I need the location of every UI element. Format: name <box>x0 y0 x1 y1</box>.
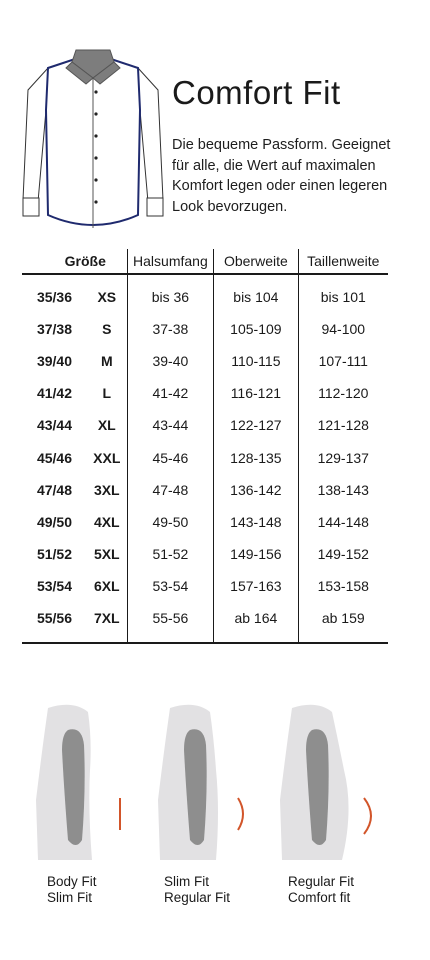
oberweite-cell: 149-156 <box>214 538 298 570</box>
size-int-cell: XS <box>97 289 117 306</box>
size-int-cell: L <box>102 385 112 402</box>
oberweite-cell: 128-135 <box>214 441 298 473</box>
fit-label-line: Comfort fit <box>288 890 351 905</box>
taillenweite-cell: 121-128 <box>298 409 388 441</box>
oberweite-cell: 143-148 <box>214 506 298 538</box>
table-row <box>22 441 388 473</box>
description-line: Komfort legen oder einen legeren <box>172 178 388 194</box>
taillenweite-cell: ab 159 <box>298 602 388 643</box>
table-row <box>22 570 388 602</box>
fit-label-line: Regular Fit <box>288 874 355 889</box>
size-int-cell: 6XL <box>93 577 120 594</box>
header-halsumfang: Halsumfang <box>127 249 214 274</box>
halsumfang-cell: 51-52 <box>127 538 214 570</box>
halsumfang-cell: bis 36 <box>127 274 214 313</box>
taillenweite-cell: 153-158 <box>298 570 388 602</box>
taillenweite-cell: 138-143 <box>298 474 388 506</box>
fit-label-body <box>47 874 97 906</box>
oberweite-cell: 116-121 <box>214 377 298 409</box>
size-int-cell: 4XL <box>93 513 120 530</box>
size-eu-cell: 37/38 <box>36 321 73 338</box>
fit-label-slim <box>164 874 230 906</box>
oberweite-cell: 157-163 <box>214 570 298 602</box>
description-line: Die bequeme Passform. Geeignet <box>172 137 391 153</box>
size-int-cell: 5XL <box>93 545 120 562</box>
fit-label-line: Slim Fit <box>164 874 209 889</box>
table-row <box>22 474 388 506</box>
table-row <box>22 538 388 570</box>
oberweite-cell: bis 104 <box>214 274 298 313</box>
size-table <box>22 249 388 644</box>
oberweite-cell: 122-127 <box>214 409 298 441</box>
halsumfang-cell: 53-54 <box>127 570 214 602</box>
fit-label-regular <box>288 874 354 906</box>
size-int-cell: M <box>100 353 113 370</box>
table-row <box>22 377 388 409</box>
taillenweite-cell: 94-100 <box>298 313 388 345</box>
halsumfang-cell: 41-42 <box>127 377 214 409</box>
size-eu-cell: 43/44 <box>36 417 73 434</box>
table-row <box>22 274 388 313</box>
taillenweite-cell: 107-111 <box>298 345 388 377</box>
taillenweite-cell: 129-137 <box>298 441 388 473</box>
taillenweite-cell: 144-148 <box>298 506 388 538</box>
size-eu-cell: 45/46 <box>36 449 73 466</box>
table-row <box>22 506 388 538</box>
taillenweite-cell: bis 101 <box>298 274 388 313</box>
oberweite-cell: 110-115 <box>214 345 298 377</box>
size-eu-cell: 47/48 <box>36 481 73 498</box>
description-line: Look bevorzugen. <box>172 198 288 215</box>
halsumfang-cell: 37-38 <box>127 313 214 345</box>
taillenweite-cell: 149-152 <box>298 538 388 570</box>
size-int-cell: XL <box>97 417 116 434</box>
halsumfang-cell: 47-48 <box>127 474 214 506</box>
header-taillenweite: Taillenweite <box>298 249 388 274</box>
fit-label-line: Regular Fit <box>164 890 231 905</box>
table-header-row <box>22 249 388 274</box>
body-fit-silhouette-icon <box>28 700 138 870</box>
halsumfang-cell: 55-56 <box>127 602 214 643</box>
size-eu-cell: 49/50 <box>36 513 73 530</box>
fit-label-line: Slim Fit <box>47 890 92 905</box>
table-row <box>22 602 388 643</box>
header-size: Größe <box>64 253 106 269</box>
halsumfang-cell: 45-46 <box>127 441 214 473</box>
taillenweite-cell: 112-120 <box>298 377 388 409</box>
description <box>172 135 412 217</box>
size-eu-cell: 51/52 <box>36 545 73 562</box>
regular-fit-silhouette-icon <box>272 700 382 870</box>
halsumfang-cell: 49-50 <box>127 506 214 538</box>
size-eu-cell: 41/42 <box>36 385 73 402</box>
description-line: für alle, die Wert auf maximalen <box>172 157 376 174</box>
size-int-cell: 3XL <box>93 481 120 498</box>
table-row <box>22 409 388 441</box>
oberweite-cell: 136-142 <box>214 474 298 506</box>
size-eu-cell: 55/56 <box>36 609 73 626</box>
size-eu-cell: 39/40 <box>36 353 73 370</box>
oberweite-cell: ab 164 <box>214 602 298 643</box>
size-int-cell: S <box>102 321 112 338</box>
page-title: Comfort Fit <box>172 74 341 111</box>
halsumfang-cell: 39-40 <box>127 345 214 377</box>
size-eu-cell: 35/36 <box>36 289 73 306</box>
header-oberweite: Oberweite <box>214 249 298 274</box>
size-int-cell: 7XL <box>93 609 120 626</box>
size-eu-cell: 53/54 <box>36 577 73 594</box>
halsumfang-cell: 43-44 <box>127 409 214 441</box>
table-row <box>22 313 388 345</box>
table-row <box>22 345 388 377</box>
slim-fit-silhouette-icon <box>150 700 260 870</box>
oberweite-cell: 105-109 <box>214 313 298 345</box>
shirt-illustration <box>18 40 168 240</box>
fit-label-line: Body Fit <box>47 874 97 889</box>
size-int-cell: XXL <box>93 449 121 466</box>
